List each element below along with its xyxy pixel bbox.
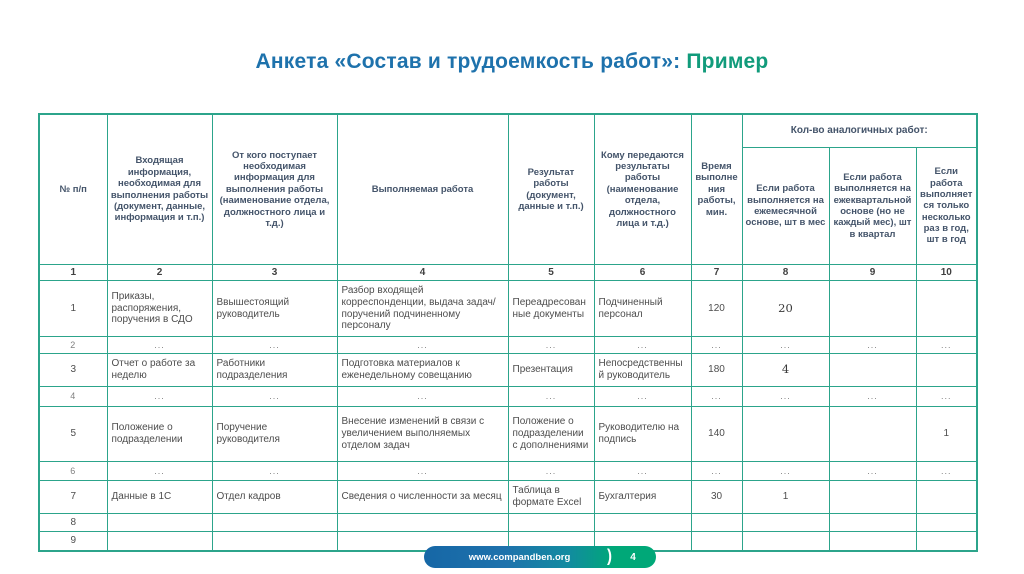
cell-recipient: ... [594, 337, 691, 354]
cell-time: ... [691, 337, 742, 354]
cell-yearly [916, 281, 977, 337]
column-number: 5 [508, 265, 594, 281]
cell-quarterly: ... [829, 462, 916, 481]
cell-monthly: ... [742, 462, 829, 481]
cell-recipient: Руководителю на подпись [594, 407, 691, 462]
page-number: 4 [630, 551, 636, 563]
cell-yearly [916, 514, 977, 532]
cell-recipient: ... [594, 462, 691, 481]
header-row-group [39, 114, 977, 148]
cell-result: Положение о подразделении с дополнениями [508, 407, 594, 462]
cell-work: ... [337, 337, 508, 354]
row-number: 7 [39, 481, 107, 514]
column-number-row [39, 265, 977, 281]
column-number: 2 [107, 265, 212, 281]
cell-result: ... [508, 387, 594, 407]
column-number: 7 [691, 265, 742, 281]
cell-work: Подготовка материалов к еженедельному совещанию [337, 354, 508, 387]
cell-work: ... [337, 387, 508, 407]
cell-time: ... [691, 462, 742, 481]
table-row [39, 337, 977, 354]
table-row [39, 481, 977, 514]
cell-quarterly [829, 281, 916, 337]
col-header-source: От кого поступает необходимая информация для выполнения работы (наименование отдела, должностного лица и т.д.) [212, 114, 337, 265]
cell-source: Ввышестоящий руководитель [212, 281, 337, 337]
cell-time [691, 514, 742, 532]
col-header-recipient: Кому передаются результаты работы (наименование отдела, должностного лица и т.д.) [594, 114, 691, 265]
cell-time: 120 [691, 281, 742, 337]
col-header-incoming: Входящая информация, необходимая для выполнения работы (документ, данные, информация и т.п.) [107, 114, 212, 265]
cell-work: ... [337, 462, 508, 481]
cell-incoming: ... [107, 337, 212, 354]
row-number: 9 [39, 532, 107, 551]
row-number: 6 [39, 462, 107, 481]
cell-monthly [742, 407, 829, 462]
column-number: 1 [39, 265, 107, 281]
group-header-similar-works: Кол-во аналогичных работ: [742, 114, 977, 148]
col-header-index: № п/п [39, 114, 107, 265]
column-number: 4 [337, 265, 508, 281]
cell-yearly: ... [916, 462, 977, 481]
cell-result: Таблица в формате Excel [508, 481, 594, 514]
cell-quarterly [829, 407, 916, 462]
slide-title-highlight: Пример [686, 50, 769, 73]
cell-time: 30 [691, 481, 742, 514]
cell-result [508, 514, 594, 532]
cell-quarterly: ... [829, 337, 916, 354]
cell-time: 140 [691, 407, 742, 462]
cell-work: Разбор входящей корреспонденции, выдача задач/поручений подчиненному персоналу [337, 281, 508, 337]
table-row [39, 387, 977, 407]
cell-incoming [107, 514, 212, 532]
cell-source [212, 532, 337, 551]
cell-result: Переадресованные документы [508, 281, 594, 337]
footer-badge [424, 546, 656, 568]
cell-incoming: Отчет о работе за неделю [107, 354, 212, 387]
cell-source: ... [212, 337, 337, 354]
cell-monthly: 20 [742, 281, 829, 337]
table-row [39, 462, 977, 481]
cell-result: Презентация [508, 354, 594, 387]
cell-quarterly [829, 354, 916, 387]
row-number: 4 [39, 387, 107, 407]
cell-yearly: ... [916, 387, 977, 407]
col-header-yearly: Если работа выполняется только несколько раз в год, шт в год [916, 148, 977, 265]
table-row [39, 407, 977, 462]
cell-result: ... [508, 462, 594, 481]
cell-result: ... [508, 337, 594, 354]
cell-monthly: ... [742, 387, 829, 407]
row-number: 5 [39, 407, 107, 462]
cell-source: ... [212, 462, 337, 481]
cell-recipient: Непосредственный руководитель [594, 354, 691, 387]
cell-source: Отдел кадров [212, 481, 337, 514]
cell-recipient: ... [594, 387, 691, 407]
column-number: 10 [916, 265, 977, 281]
column-number: 8 [742, 265, 829, 281]
cell-quarterly: ... [829, 387, 916, 407]
cell-time: 180 [691, 354, 742, 387]
row-number: 1 [39, 281, 107, 337]
cell-recipient: Бухгалтерия [594, 481, 691, 514]
cell-source: Работники подразделения [212, 354, 337, 387]
cell-yearly [916, 532, 977, 551]
column-number: 3 [212, 265, 337, 281]
cell-incoming: ... [107, 462, 212, 481]
cell-monthly: 4 [742, 354, 829, 387]
cell-incoming: Приказы, распоряжения, поручения в СДО [107, 281, 212, 337]
column-number: 6 [594, 265, 691, 281]
separator-paren-icon: ) [607, 546, 612, 567]
cell-work [337, 514, 508, 532]
row-number: 8 [39, 514, 107, 532]
cell-source: Поручение руководителя [212, 407, 337, 462]
table-row [39, 514, 977, 532]
slide-title [0, 50, 1024, 74]
cell-monthly: ... [742, 337, 829, 354]
cell-yearly: 1 [916, 407, 977, 462]
cell-incoming [107, 532, 212, 551]
work-composition-table [38, 113, 978, 552]
col-header-result: Результат работы (документ, данные и т.п.) [508, 114, 594, 265]
website-link[interactable]: www.compandben.org [468, 551, 571, 563]
cell-yearly: ... [916, 337, 977, 354]
cell-quarterly [829, 514, 916, 532]
column-number: 9 [829, 265, 916, 281]
cell-recipient [594, 514, 691, 532]
table-row [39, 281, 977, 337]
cell-monthly: 1 [742, 481, 829, 514]
row-number: 2 [39, 337, 107, 354]
cell-quarterly [829, 532, 916, 551]
cell-monthly [742, 532, 829, 551]
cell-source [212, 514, 337, 532]
table-row [39, 354, 977, 387]
cell-incoming: Положение о подразделении [107, 407, 212, 462]
cell-incoming: Данные в 1С [107, 481, 212, 514]
slide-title-main: Анкета «Состав и трудоемкость работ»: [255, 50, 681, 73]
col-header-time: Время выполнения работы, мин. [691, 114, 742, 265]
col-header-work: Выполняемая работа [337, 114, 508, 265]
col-header-monthly: Если работа выполняется на ежемесячной основе, шт в мес [742, 148, 829, 265]
cell-monthly [742, 514, 829, 532]
cell-yearly [916, 354, 977, 387]
cell-source: ... [212, 387, 337, 407]
cell-quarterly [829, 481, 916, 514]
cell-time: ... [691, 387, 742, 407]
cell-work: Сведения о численности за месяц [337, 481, 508, 514]
col-header-quarterly: Если работа выполняется на ежеквартальной основе (но не каждый мес), шт в квартал [829, 148, 916, 265]
row-number: 3 [39, 354, 107, 387]
cell-incoming: ... [107, 387, 212, 407]
cell-recipient: Подчиненный персонал [594, 281, 691, 337]
cell-yearly [916, 481, 977, 514]
cell-work: Внесение изменений в связи с увеличением выполняемых отделом задач [337, 407, 508, 462]
cell-time [691, 532, 742, 551]
